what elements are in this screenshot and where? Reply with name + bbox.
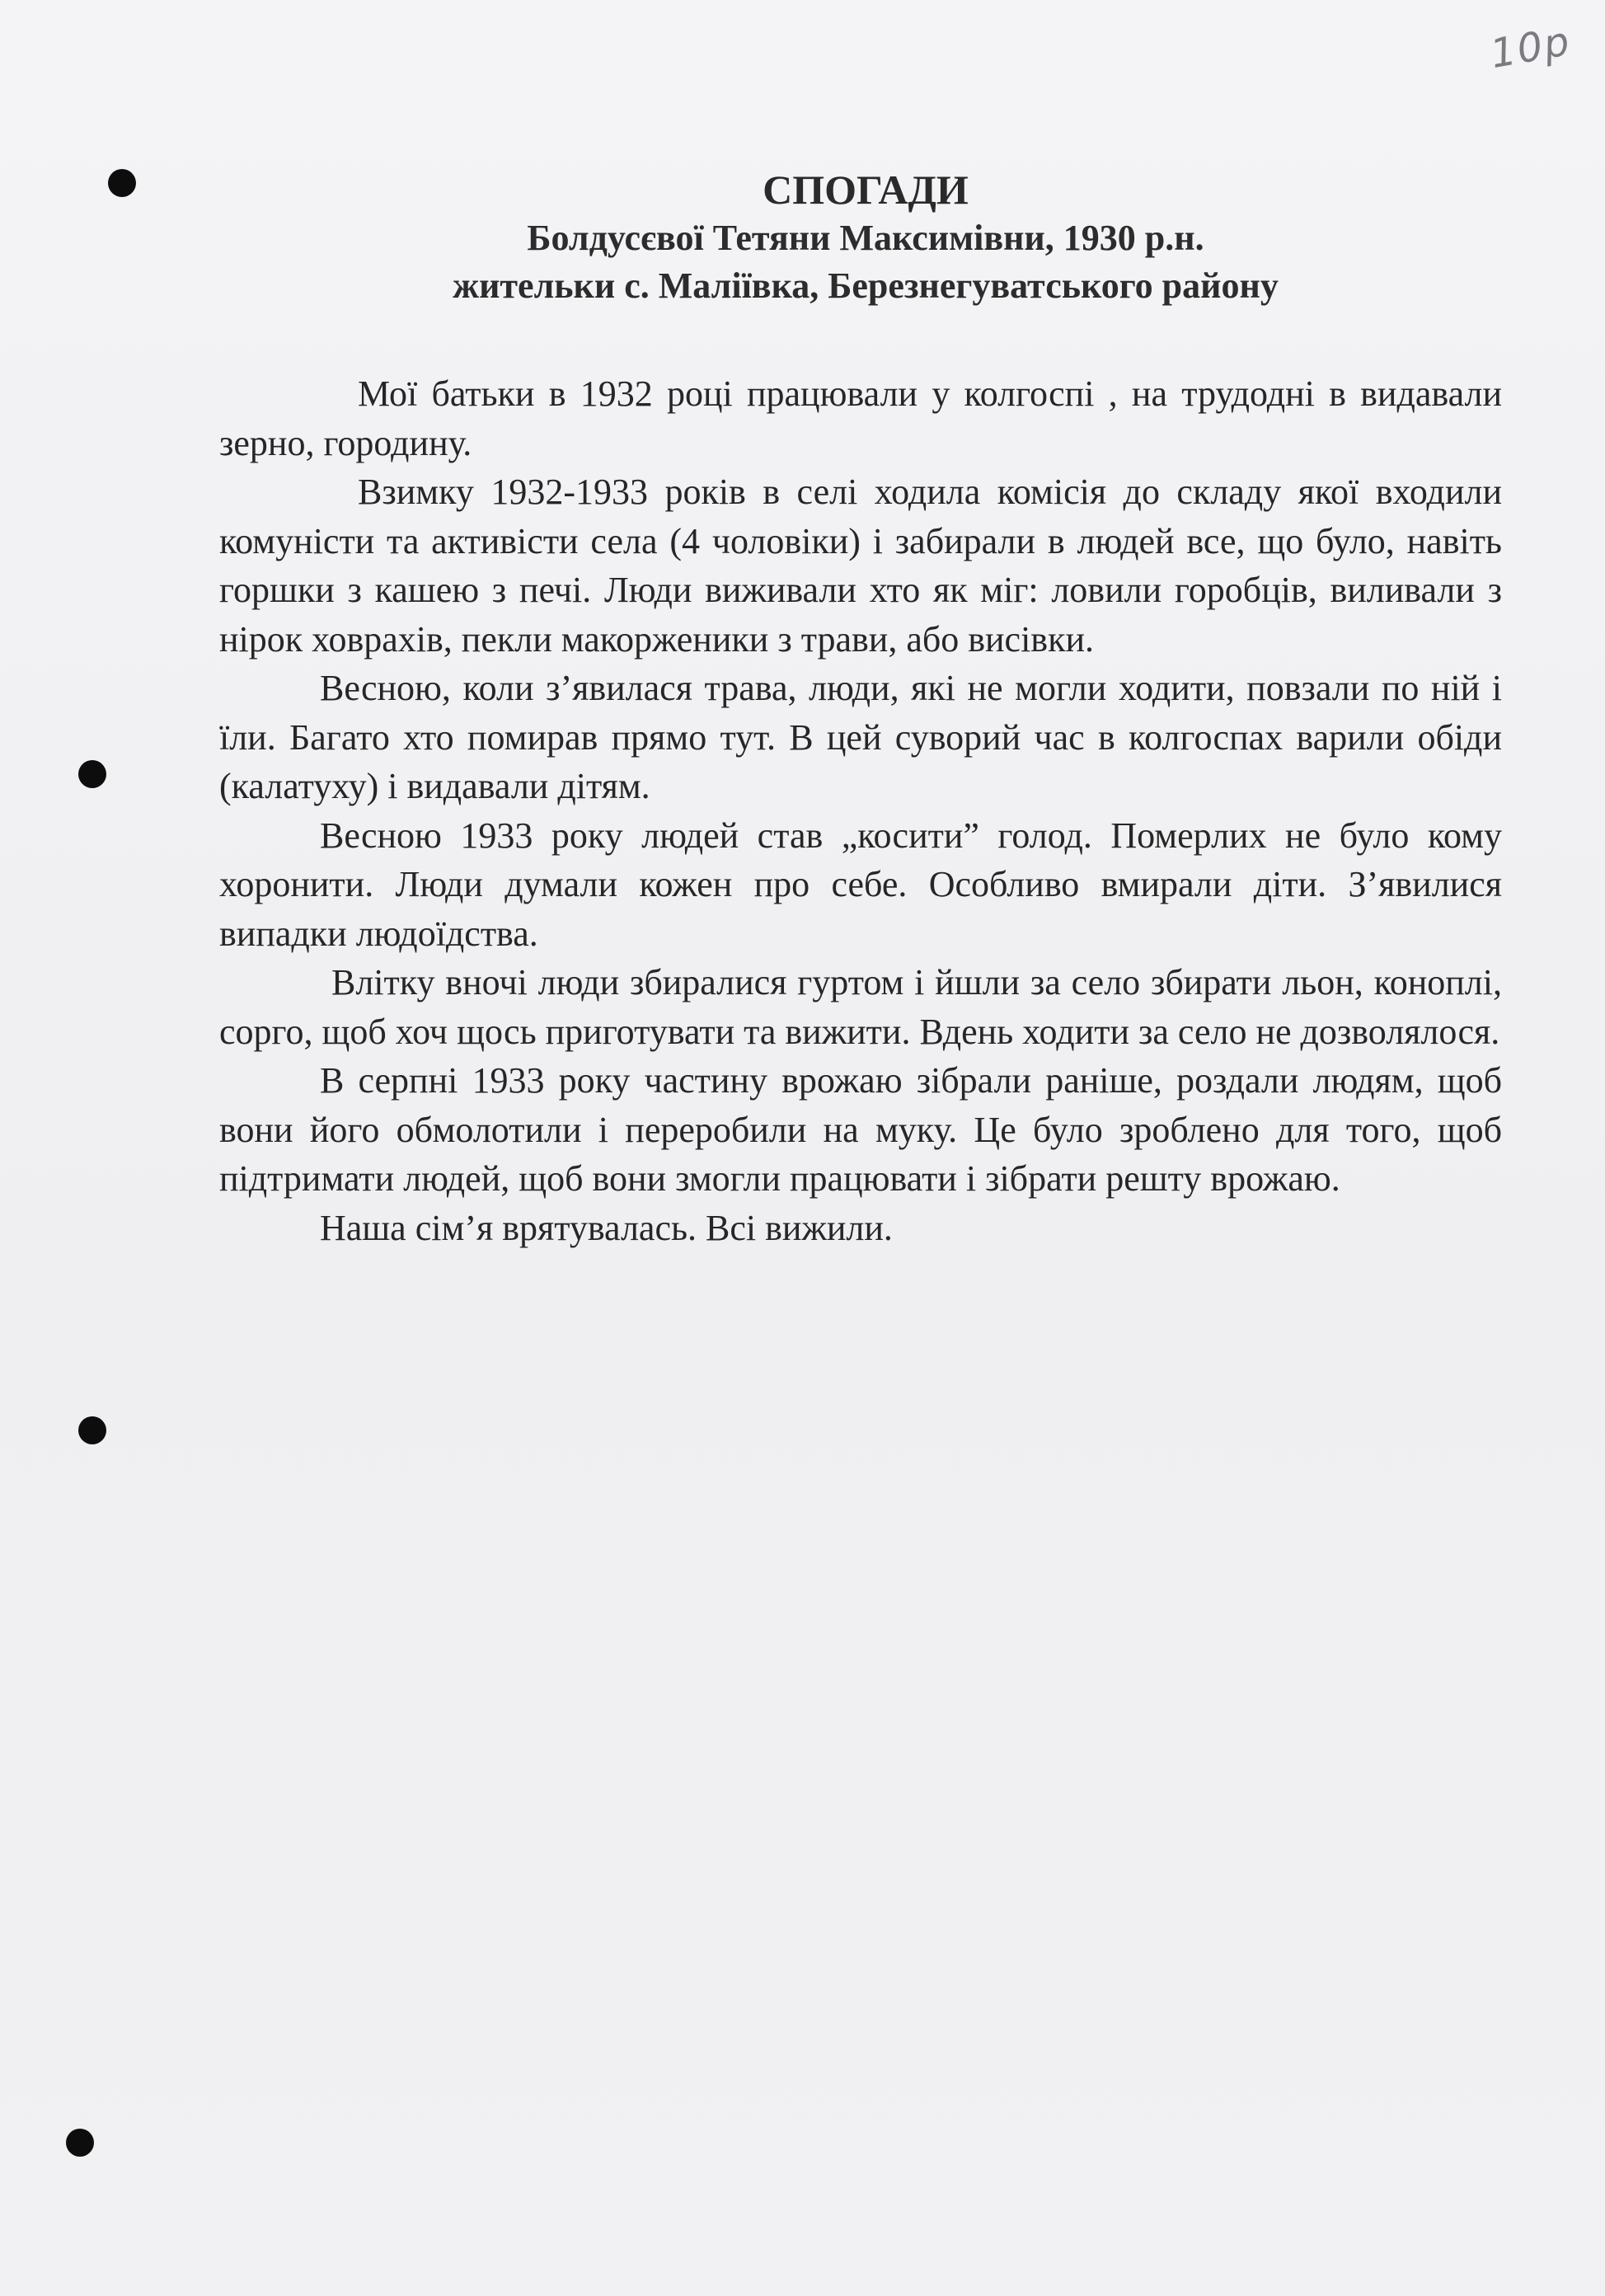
document-subtitle-name: Болдусєвої Тетяни Максимівни, 1930 р.н. [527,218,1204,258]
paragraph: Наша сім’я врятувалась. Всі вижили. [320,1207,893,1248]
document-subtitle-residence: жительки с. Маліївка, Березнегуватського району [453,265,1279,306]
document-header [165,165,1566,310]
paragraph: В серпні 1933 року частину врожаю зібрали раніше, роздали людям, щоб вони його обмолотили і переробили на муку. Це було зроблено для того, щоб підтримати людей, щоб вони змогли працювати і зібрати решту врожаю. [219,1060,1502,1199]
handwritten-page-number: 10р [1486,17,1574,78]
document-title: СПОГАДИ [763,167,969,213]
paragraph: Весною 1933 року людей став „косити” голод. Померлих не було кому хоронити. Люди думали кожен про себе. Особливо вмирали діти. З’явилися випадки людоїдства. [219,815,1502,954]
punch-hole [108,169,136,197]
document-body [219,369,1502,1252]
paragraph: Взимку 1932-1933 років в селі ходила комісія до складу якої входили комуністи та активісти села (4 чоловіки) і забирали в людей все, що було, навіть горшки з кашею з печі. Люди виживали хто як міг: ловили горобців, виливали з нірок ховрахів, пекли макорженики з трави, або висівки. [219,472,1502,660]
punch-hole [66,2129,94,2157]
punch-hole [78,1416,106,1444]
paragraph: Мої батьки в 1932 році працювали у колгоспі , на трудодні в видавали зерно, городину. [219,373,1502,463]
paragraph: Влітку вночі люди збиралися гуртом і йшли за село збирати льон, коноплі, сорго, щоб хоч щось приготувати та вижити. Вдень ходити за село не дозволялося. [219,962,1502,1052]
paragraph: Весною, коли з’явилася трава, люди, які не могли ходити, повзали по ній і їли. Багато хто помирав прямо тут. В цей суворий час в колгоспах варили обіди (калатуху) і видавали дітям. [219,668,1502,806]
punch-hole [78,760,106,788]
